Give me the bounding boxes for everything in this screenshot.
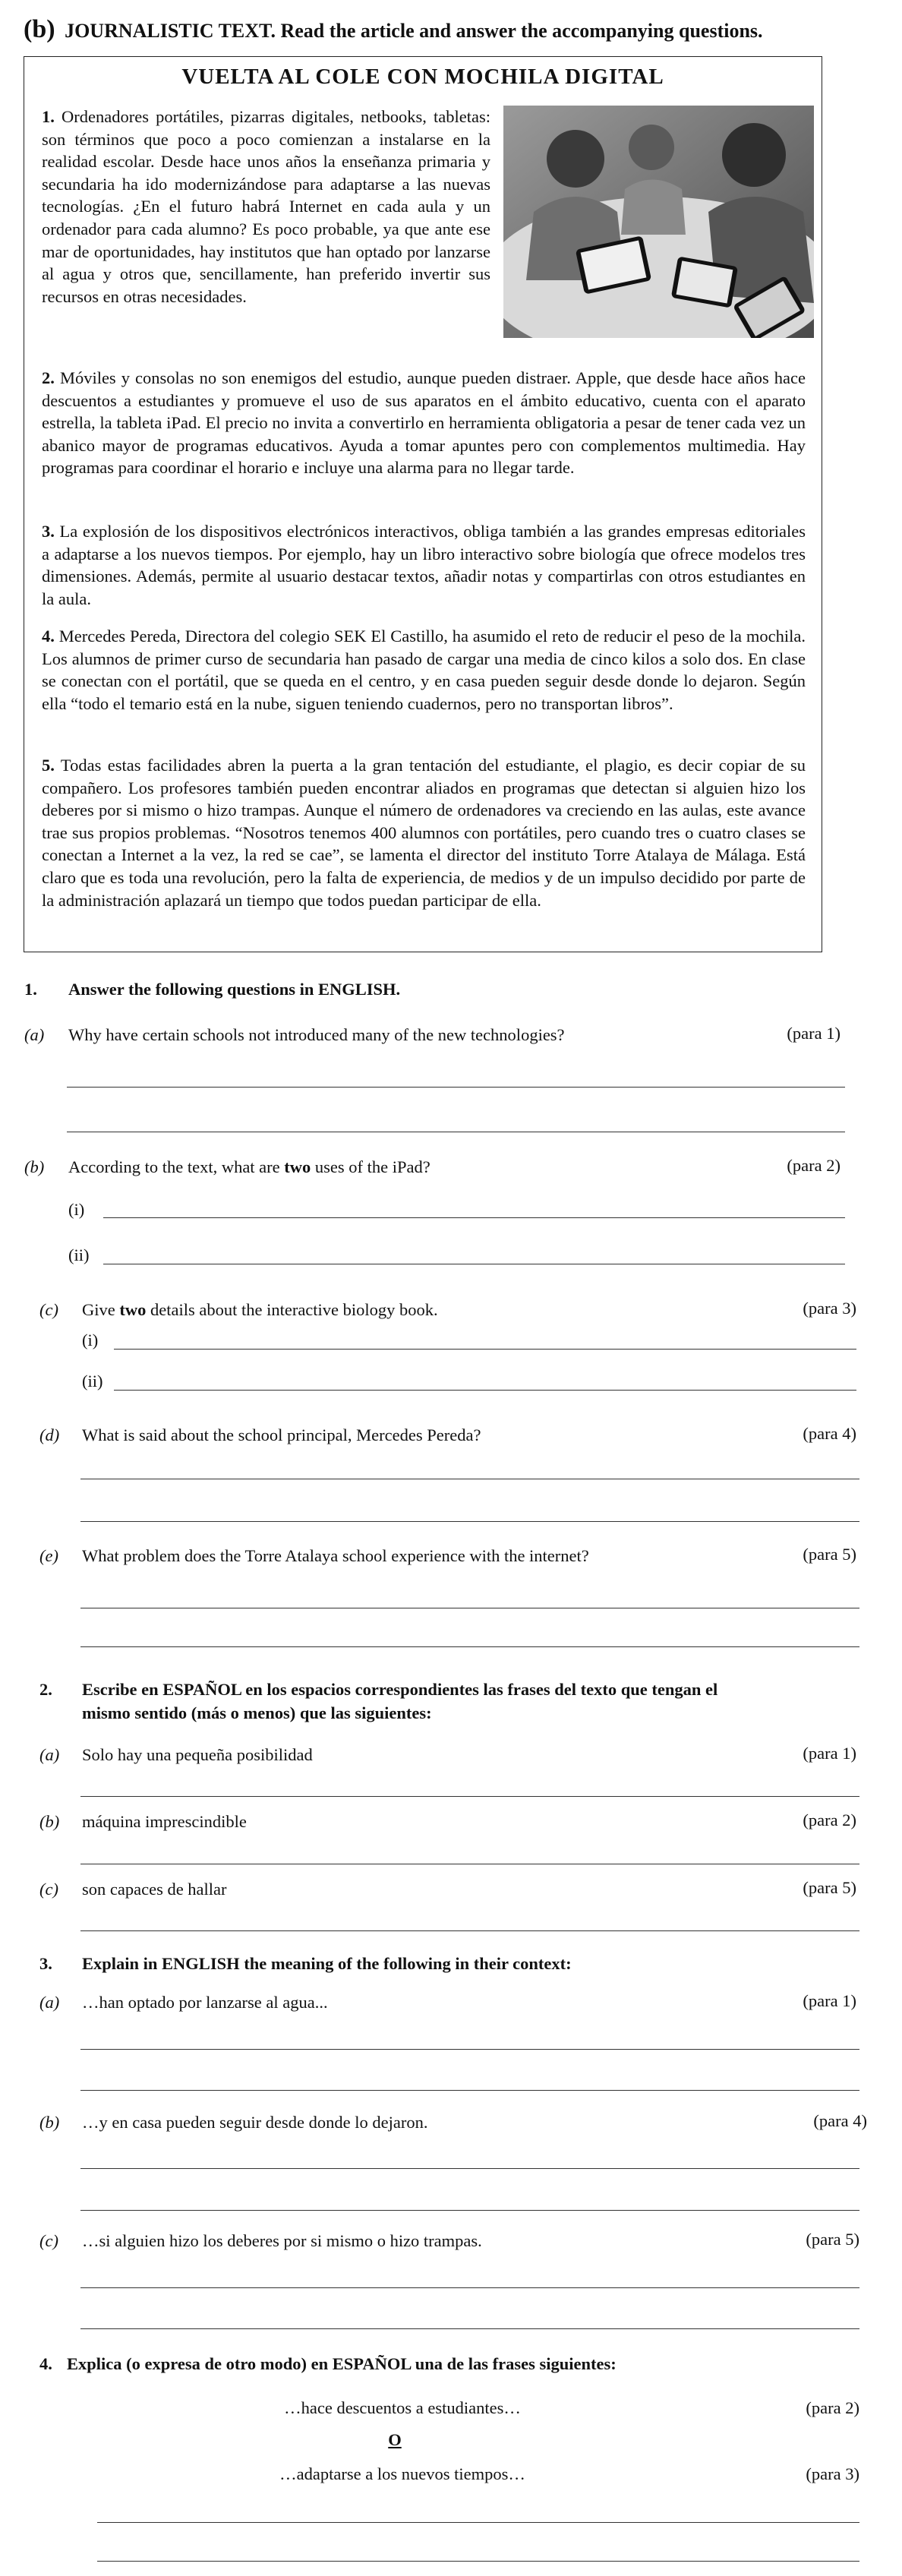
q3c-text: …si alguien hizo los deberes por si mismo o hizo trampas. [82, 2231, 482, 2250]
paragraph-text: Móviles y consolas no son enemigos del estudio, aunque pueden distraer. Apple, que desde hace años hace descuentos a estudiantes y promueve el uso de sus aparatos en el ámbito educativo, cuenta con el aparato estrella, la tableta iPad. El precio no invita a convertirlo en herramienta obligatoria a pesar de tener cada vez un abanico mayor de programas educativos. Ayuda a tomar apuntes pero con complementos multimedia. Hay programas para coordinar el horario e incluye una alarma para no llegar tarde. [42, 368, 806, 478]
q3a-para-ref: (para 1) [803, 1991, 856, 2010]
q1b-text: According to the text, what are two uses of the iPad? [68, 1157, 430, 1176]
q3-heading: Explain in ENGLISH the meaning of the following in their context: [82, 1954, 572, 1973]
q3c-answer-line-2[interactable] [80, 2328, 859, 2329]
q2b-para-ref: (para 2) [803, 1810, 856, 1829]
q4-option-1-para-ref: (para 2) [806, 2398, 859, 2417]
q1b-para-ref: (para 2) [787, 1156, 840, 1175]
q3a-label: (a) [39, 1993, 60, 2012]
article-box [24, 56, 822, 952]
q1a-text: Why have certain schools not introduced many of the new technologies? [68, 1025, 565, 1044]
q1a-para-ref: (para 1) [787, 1024, 840, 1043]
q2a-para-ref: (para 1) [803, 1744, 856, 1763]
q1b-i-answer-line[interactable] [103, 1217, 845, 1218]
article-paragraph-2 [42, 367, 806, 479]
paragraph-number: 4. [42, 627, 55, 646]
q3b-text: …y en casa pueden seguir desde donde lo dejaron. [82, 2113, 428, 2132]
q3a-answer-line-1[interactable] [80, 2049, 859, 2050]
q4-heading: Explica (o expresa de otro modo) en ESPAÑOL una de las frases siguientes: [67, 2354, 617, 2373]
paragraph-number: 3. [42, 522, 55, 541]
q2c-text: son capaces de hallar [82, 1880, 227, 1899]
q1d-answer-line-2[interactable] [80, 1521, 859, 1522]
q2c-label: (c) [39, 1880, 58, 1899]
q1c-label: (c) [39, 1300, 58, 1319]
paragraph-text: Mercedes Pereda, Directora del colegio SEK El Castillo, ha asumido el reto de reducir el peso de la mochila. Los alumnos de primer curso de secundaria han pasado de cargar una media de cinco kilos a solo dos. En clase se conectan con el portátil, que se queda en el centro, y en casa pueden seguir desde donde lo dejaron. Según ella “todo el temario está en la nube, siguen teniendo cuadernos, pero no transportan libros”. [42, 627, 806, 713]
q2a-label: (a) [39, 1745, 60, 1764]
q4-or-word: O [388, 2430, 402, 2449]
paragraph-text: Todas estas facilidades abren la puerta a la gran tentación del estudiante, el plagio, es decir copiar de su compañero. Los profesores también pueden encontrar aliados en programas que detectan si alguien hizo los deberes por si mismo o hizo trampas. Aunque el número de ordenadores va creciendo en las aulas, este avance trae sus propios problemas. “Nosotros tenemos 400 alumnos con portátiles, pero cuando tres o cuatro clases se conectan a Internet a la vez, la red se cae”, se lamenta el director del instituto Torre Atalaya de Málaga. Está claro que es toda una revolución, pero la falta de experiencia, de medios y de un impulso decidido por parte de la administración aplazará un tiempo que todos puedan participar de ella. [42, 756, 806, 910]
section-instruction: JOURNALISTIC TEXT. Read the article and answer the accompanying questions. [65, 20, 763, 42]
q3c-answer-line-1[interactable] [80, 2287, 859, 2288]
paragraph-number: 5. [42, 756, 55, 775]
q2-number: 2. [39, 1680, 52, 1699]
q1b-ii-label: (ii) [68, 1245, 90, 1264]
article-paragraph-4 [42, 625, 806, 715]
paragraph-number: 1. [42, 107, 55, 126]
paragraph-number: 2. [42, 368, 55, 387]
classroom-tablet-photo [503, 106, 814, 338]
q1b-i-label: (i) [68, 1200, 85, 1219]
q1-number: 1. [24, 980, 37, 999]
q3a-text: …han optado por lanzarse al agua... [82, 1993, 328, 2012]
q4-number: 4. [39, 2354, 52, 2373]
q3c-label: (c) [39, 2231, 58, 2250]
q4-option-2-para-ref: (para 3) [806, 2464, 859, 2483]
q3b-answer-line-1[interactable] [80, 2168, 859, 2169]
q1b-label: (b) [24, 1157, 45, 1176]
q1e-answer-line-2[interactable] [80, 1646, 859, 1647]
q2a-answer-line[interactable] [80, 1796, 859, 1797]
q1c-ii-answer-line[interactable] [114, 1390, 856, 1391]
q4-option-1: …hace descuentos a estudiantes… [284, 2398, 521, 2417]
article-title: VUELTA AL COLE CON MOCHILA DIGITAL [181, 65, 664, 89]
q3b-para-ref: (para 4) [813, 2111, 867, 2130]
q3-number: 3. [39, 1954, 52, 1973]
q1a-label: (a) [24, 1025, 45, 1044]
q1d-para-ref: (para 4) [803, 1424, 856, 1443]
q3a-answer-line-2[interactable] [80, 2090, 859, 2091]
q3b-answer-line-2[interactable] [80, 2210, 859, 2211]
q1e-label: (e) [39, 1546, 58, 1565]
q2a-text: Solo hay una pequeña posibilidad [82, 1745, 313, 1764]
paragraph-text: La explosión de los dispositivos electrónicos interactivos, obliga también a las grandes empresas editoriales a adaptarse a los nuevos tiempos. Por ejemplo, hay un libro interactivo sobre biología que ofrece modelos tres dimensiones. Además, permite al usuario destacar textos, añadir notas y compartirlas con otros estudiantes en la aula. [42, 522, 806, 608]
q4-option-2: …adaptarse a los nuevos tiempos… [279, 2464, 525, 2483]
q1e-para-ref: (para 5) [803, 1545, 856, 1564]
q1e-text: What problem does the Torre Atalaya school experience with the internet? [82, 1546, 589, 1565]
q3b-label: (b) [39, 2113, 60, 2132]
article-paragraph-3 [42, 520, 806, 610]
q2c-answer-line[interactable] [80, 1930, 859, 1931]
q1c-para-ref: (para 3) [803, 1299, 856, 1318]
q2b-text: máquina imprescindible [82, 1812, 247, 1831]
article-paragraph-5 [42, 754, 806, 911]
q3c-para-ref: (para 5) [806, 2230, 859, 2249]
q1d-text: What is said about the school principal, Mercedes Pereda? [82, 1425, 481, 1444]
section-label: (b) [24, 15, 55, 43]
section-header [24, 15, 763, 44]
paragraph-text: Ordenadores portátiles, pizarras digitales, netbooks, tabletas: son términos que poco a poco comienzan a instalarse en la realidad escolar. Desde hace unos años la enseñanza primaria y secundaria ha ido modernizándose para adaptarse a las nuevas tecnologías. ¿En el futuro habrá Internet en cada aula y un ordenador para cada alumno? Es poco probable, ya que ante ese mar de oportunidades, hay institutos que han optado por lanzarse al agua y otros que, sencillamente, han preferido invertir sus recursos en otras necesidades. [42, 107, 491, 306]
q2-heading-line-1: Escribe en ESPAÑOL en los espacios correspondientes las frases del texto que tengan el [82, 1680, 718, 1699]
q1c-text: Give two details about the interactive biology book. [82, 1300, 438, 1319]
q4-answer-line-1[interactable] [97, 2522, 859, 2523]
q1c-ii-label: (ii) [82, 1372, 103, 1391]
q4-answer-line-2[interactable] [97, 2561, 859, 2562]
q1-heading: Answer the following questions in ENGLISH. [68, 980, 401, 999]
q1c-i-answer-line[interactable] [114, 1349, 856, 1350]
q2c-para-ref: (para 5) [803, 1878, 856, 1897]
q2b-label: (b) [39, 1812, 60, 1831]
q1c-i-label: (i) [82, 1331, 99, 1350]
q1a-answer-line-1[interactable] [67, 1087, 845, 1088]
q2-heading-line-2: mismo sentido (más o menos) que las siguientes: [82, 1703, 432, 1722]
q1d-label: (d) [39, 1425, 60, 1444]
article-paragraph-1 [42, 106, 490, 308]
